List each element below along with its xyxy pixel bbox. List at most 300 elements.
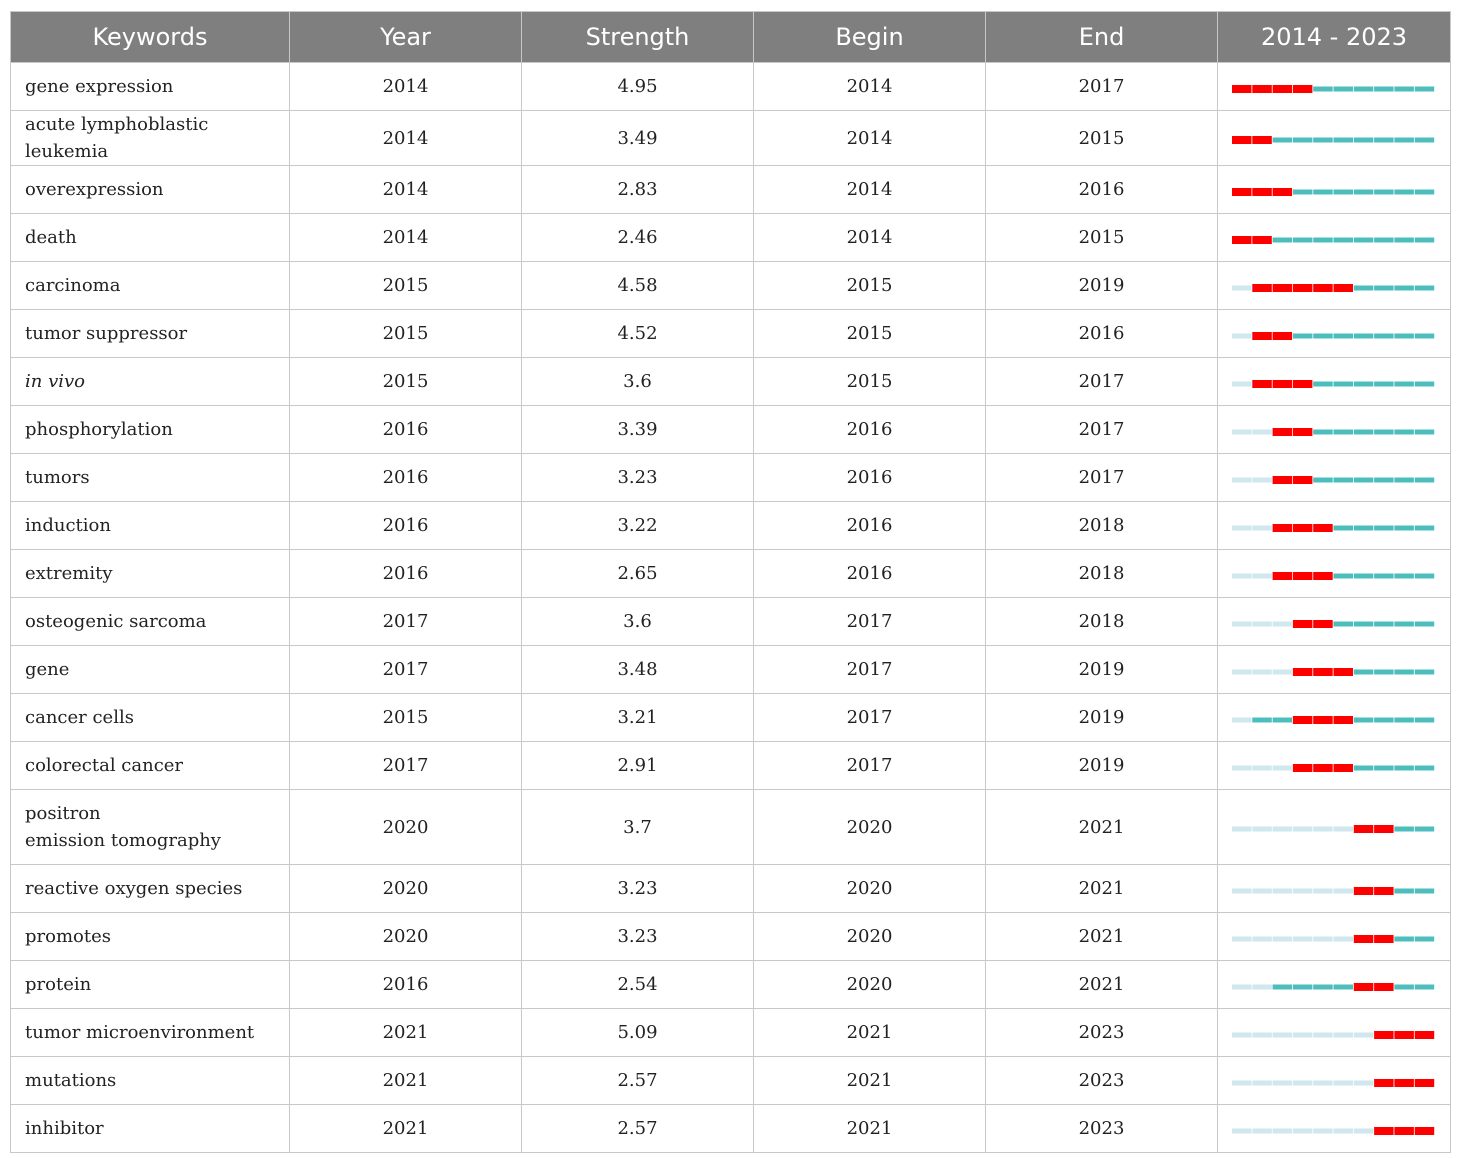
end-cell: 2019 (986, 262, 1218, 310)
active-segment (1374, 285, 1394, 290)
begin-cell: 2016 (754, 454, 986, 502)
header-strength: Strength (522, 12, 754, 63)
year-cell: 2014 (290, 63, 522, 111)
keyword-cell: tumors (11, 454, 290, 502)
end-cell: 2023 (986, 1057, 1218, 1105)
active-segment (1273, 237, 1293, 242)
header-year: Year (290, 12, 522, 63)
inactive-segment (1232, 1128, 1252, 1133)
begin-cell: 2021 (754, 1105, 986, 1153)
inactive-segment (1273, 936, 1293, 941)
active-segment (1354, 138, 1374, 143)
active-segment (1334, 86, 1354, 91)
active-segment (1374, 333, 1394, 338)
active-segment (1394, 888, 1414, 893)
keyword-cell: overexpression (11, 166, 290, 214)
active-segment (1374, 525, 1394, 530)
active-segment (1394, 621, 1414, 626)
burst-timeline (1232, 1078, 1435, 1090)
strength-cell: 5.09 (522, 1009, 754, 1057)
keyword-cell: promotes (11, 913, 290, 961)
burst-segment (1374, 825, 1394, 833)
timeline-bar-cell (1218, 358, 1451, 406)
burst-segment (1313, 620, 1333, 628)
end-cell: 2021 (986, 961, 1218, 1009)
burst-segment (1374, 887, 1394, 895)
strength-cell: 2.91 (522, 742, 754, 790)
begin-cell: 2020 (754, 913, 986, 961)
burst-segment (1273, 380, 1293, 388)
year-cell: 2017 (290, 598, 522, 646)
strength-cell: 3.6 (522, 358, 754, 406)
strength-cell: 3.23 (522, 913, 754, 961)
active-segment (1354, 621, 1374, 626)
burst-segment (1293, 284, 1313, 292)
burst-segment (1252, 380, 1272, 388)
keyword-cell: in vivo (11, 358, 290, 406)
burst-segment (1293, 572, 1313, 580)
begin-cell: 2014 (754, 111, 986, 166)
burst-segment (1374, 1079, 1394, 1087)
timeline-bar-cell (1218, 742, 1451, 790)
active-segment (1415, 669, 1435, 674)
table-row (11, 63, 1451, 111)
year-cell: 2016 (290, 454, 522, 502)
inactive-segment (1252, 984, 1272, 989)
burst-segment (1394, 1079, 1414, 1087)
active-segment (1354, 717, 1374, 722)
active-segment (1354, 669, 1374, 674)
active-segment (1415, 477, 1435, 482)
inactive-segment (1252, 1080, 1272, 1085)
year-cell: 2014 (290, 214, 522, 262)
burst-timeline (1232, 619, 1435, 631)
year-cell: 2016 (290, 406, 522, 454)
active-segment (1313, 984, 1333, 989)
inactive-segment (1232, 477, 1252, 482)
strength-cell: 4.58 (522, 262, 754, 310)
year-cell: 2020 (290, 913, 522, 961)
burst-segment (1232, 188, 1252, 196)
inactive-segment (1334, 1032, 1354, 1037)
begin-cell: 2020 (754, 790, 986, 865)
active-segment (1374, 86, 1394, 91)
strength-cell: 3.7 (522, 790, 754, 865)
timeline-bar-cell (1218, 166, 1451, 214)
inactive-segment (1293, 936, 1313, 941)
begin-cell: 2014 (754, 166, 986, 214)
begin-cell: 2017 (754, 742, 986, 790)
inactive-segment (1232, 984, 1252, 989)
burst-segment (1374, 1127, 1394, 1135)
burst-segment (1334, 668, 1354, 676)
burst-segment (1293, 620, 1313, 628)
active-segment (1415, 984, 1435, 989)
header-row (11, 12, 1451, 63)
active-segment (1394, 765, 1414, 770)
active-segment (1354, 477, 1374, 482)
active-segment (1354, 525, 1374, 530)
active-segment (1374, 669, 1394, 674)
active-segment (1394, 717, 1414, 722)
strength-cell: 3.6 (522, 598, 754, 646)
keyword-cell: colorectal cancer (11, 742, 290, 790)
end-cell: 2016 (986, 310, 1218, 358)
keyword-cell: mutations (11, 1057, 290, 1105)
burst-timeline (1232, 331, 1435, 343)
year-cell: 2016 (290, 502, 522, 550)
burst-segment (1273, 524, 1293, 532)
begin-cell: 2017 (754, 598, 986, 646)
year-cell: 2015 (290, 262, 522, 310)
end-cell: 2019 (986, 742, 1218, 790)
end-cell: 2015 (986, 111, 1218, 166)
timeline-bar-cell (1218, 913, 1451, 961)
timeline-bar-cell (1218, 598, 1451, 646)
inactive-segment (1252, 669, 1272, 674)
inactive-segment (1232, 333, 1252, 338)
active-segment (1273, 984, 1293, 989)
table-row (11, 502, 1451, 550)
table-row (11, 961, 1451, 1009)
begin-cell: 2021 (754, 1057, 986, 1105)
timeline-bar-cell (1218, 961, 1451, 1009)
active-segment (1415, 381, 1435, 386)
year-cell: 2021 (290, 1105, 522, 1153)
begin-cell: 2015 (754, 358, 986, 406)
inactive-segment (1252, 477, 1272, 482)
timeline-bar-cell (1218, 694, 1451, 742)
table-row (11, 646, 1451, 694)
inactive-segment (1232, 717, 1252, 722)
strength-cell: 2.57 (522, 1057, 754, 1105)
active-segment (1415, 525, 1435, 530)
keyword-cell: positron emission tomography (11, 790, 290, 865)
active-segment (1394, 936, 1414, 941)
active-segment (1313, 429, 1333, 434)
burst-timeline (1232, 824, 1435, 836)
begin-cell: 2015 (754, 262, 986, 310)
year-cell: 2015 (290, 310, 522, 358)
inactive-segment (1313, 936, 1333, 941)
active-segment (1334, 477, 1354, 482)
active-segment (1374, 138, 1394, 143)
inactive-segment (1334, 888, 1354, 893)
active-segment (1374, 237, 1394, 242)
active-segment (1334, 525, 1354, 530)
burst-segment (1252, 332, 1272, 340)
inactive-segment (1354, 1032, 1374, 1037)
begin-cell: 2020 (754, 961, 986, 1009)
table-row (11, 1105, 1451, 1153)
begin-cell: 2016 (754, 550, 986, 598)
active-segment (1313, 189, 1333, 194)
burst-timeline (1232, 235, 1435, 247)
inactive-segment (1232, 765, 1252, 770)
active-segment (1334, 984, 1354, 989)
header-end: End (986, 12, 1218, 63)
end-cell: 2016 (986, 166, 1218, 214)
active-segment (1394, 477, 1414, 482)
burst-segment (1293, 85, 1313, 93)
burst-segment (1273, 332, 1293, 340)
keyword-cell: reactive oxygen species (11, 865, 290, 913)
active-segment (1415, 573, 1435, 578)
strength-cell: 4.95 (522, 63, 754, 111)
year-cell: 2015 (290, 358, 522, 406)
year-cell: 2016 (290, 961, 522, 1009)
burst-timeline (1232, 523, 1435, 535)
inactive-segment (1252, 573, 1272, 578)
burst-segment (1313, 284, 1333, 292)
active-segment (1415, 827, 1435, 832)
active-segment (1415, 717, 1435, 722)
burst-segment (1394, 1127, 1414, 1135)
burst-segment (1252, 136, 1272, 144)
active-segment (1334, 237, 1354, 242)
end-cell: 2017 (986, 63, 1218, 111)
active-segment (1313, 333, 1333, 338)
burst-segment (1354, 983, 1374, 991)
burst-segment (1415, 1031, 1435, 1039)
keyword-cell: protein (11, 961, 290, 1009)
keyword-cell: phosphorylation (11, 406, 290, 454)
keyword-cell: carcinoma (11, 262, 290, 310)
active-segment (1415, 86, 1435, 91)
end-cell: 2017 (986, 406, 1218, 454)
burst-segment (1313, 716, 1333, 724)
active-segment (1415, 333, 1435, 338)
timeline-bar-cell (1218, 63, 1451, 111)
active-segment (1354, 573, 1374, 578)
active-segment (1415, 237, 1435, 242)
active-segment (1374, 573, 1394, 578)
active-segment (1374, 381, 1394, 386)
end-cell: 2017 (986, 358, 1218, 406)
year-cell: 2021 (290, 1057, 522, 1105)
year-cell: 2017 (290, 646, 522, 694)
begin-cell: 2016 (754, 502, 986, 550)
burst-timeline (1232, 982, 1435, 994)
begin-cell: 2016 (754, 406, 986, 454)
year-cell: 2017 (290, 742, 522, 790)
end-cell: 2018 (986, 550, 1218, 598)
strength-cell: 3.48 (522, 646, 754, 694)
active-segment (1415, 765, 1435, 770)
table-row (11, 358, 1451, 406)
inactive-segment (1252, 765, 1272, 770)
burst-timeline (1232, 427, 1435, 439)
begin-cell: 2020 (754, 865, 986, 913)
active-segment (1313, 138, 1333, 143)
active-segment (1293, 237, 1313, 242)
burst-segment (1415, 1127, 1435, 1135)
timeline-bar-cell (1218, 1057, 1451, 1105)
burst-segment (1252, 85, 1272, 93)
burst-segment (1273, 284, 1293, 292)
burst-segment (1374, 935, 1394, 943)
strength-cell: 2.46 (522, 214, 754, 262)
burst-segment (1293, 524, 1313, 532)
table-row (11, 1057, 1451, 1105)
active-segment (1394, 429, 1414, 434)
keyword-cell: acute lymphoblastic leukemia (11, 111, 290, 166)
keyword-cell: death (11, 214, 290, 262)
year-cell: 2016 (290, 550, 522, 598)
table-row (11, 1009, 1451, 1057)
inactive-segment (1252, 621, 1272, 626)
burst-segment (1354, 825, 1374, 833)
inactive-segment (1313, 1080, 1333, 1085)
active-segment (1313, 86, 1333, 91)
active-segment (1394, 525, 1414, 530)
header-timeline: 2014 - 2023 (1218, 12, 1451, 63)
begin-cell: 2021 (754, 1009, 986, 1057)
active-segment (1394, 573, 1414, 578)
burst-segment (1273, 188, 1293, 196)
burst-segment (1293, 476, 1313, 484)
active-segment (1394, 285, 1414, 290)
burst-segment (1293, 380, 1313, 388)
burst-segment (1273, 476, 1293, 484)
burst-timeline (1232, 475, 1435, 487)
keyword-cell: gene expression (11, 63, 290, 111)
burst-timeline (1232, 571, 1435, 583)
table-row (11, 598, 1451, 646)
timeline-bar-cell (1218, 406, 1451, 454)
burst-timeline (1232, 84, 1435, 96)
burst-segment (1313, 764, 1333, 772)
active-segment (1374, 717, 1394, 722)
inactive-segment (1232, 573, 1252, 578)
burst-segment (1334, 716, 1354, 724)
inactive-segment (1273, 621, 1293, 626)
active-segment (1334, 621, 1354, 626)
active-segment (1415, 189, 1435, 194)
strength-cell: 2.83 (522, 166, 754, 214)
inactive-segment (1354, 1128, 1374, 1133)
active-segment (1293, 333, 1313, 338)
inactive-segment (1232, 381, 1252, 386)
inactive-segment (1232, 621, 1252, 626)
active-segment (1354, 86, 1374, 91)
burst-segment (1232, 236, 1252, 244)
inactive-segment (1293, 1080, 1313, 1085)
table-row (11, 694, 1451, 742)
active-segment (1334, 138, 1354, 143)
end-cell: 2023 (986, 1009, 1218, 1057)
burst-timeline (1232, 934, 1435, 946)
table-row (11, 913, 1451, 961)
strength-cell: 2.54 (522, 961, 754, 1009)
active-segment (1354, 285, 1374, 290)
burst-segment (1252, 188, 1272, 196)
end-cell: 2021 (986, 865, 1218, 913)
timeline-bar-cell (1218, 1009, 1451, 1057)
timeline-bar-cell (1218, 502, 1451, 550)
active-segment (1394, 827, 1414, 832)
active-segment (1354, 381, 1374, 386)
burst-segment (1232, 85, 1252, 93)
table-row (11, 454, 1451, 502)
inactive-segment (1313, 1032, 1333, 1037)
active-segment (1354, 333, 1374, 338)
inactive-segment (1273, 827, 1293, 832)
table-row (11, 310, 1451, 358)
keyword-cell: tumor microenvironment (11, 1009, 290, 1057)
keyword-cell: gene (11, 646, 290, 694)
table-row (11, 790, 1451, 865)
burst-timeline (1232, 886, 1435, 898)
end-cell: 2021 (986, 913, 1218, 961)
active-segment (1354, 429, 1374, 434)
end-cell: 2019 (986, 694, 1218, 742)
header-begin: Begin (754, 12, 986, 63)
inactive-segment (1252, 1032, 1272, 1037)
active-segment (1394, 189, 1414, 194)
burst-segment (1334, 764, 1354, 772)
begin-cell: 2017 (754, 646, 986, 694)
year-cell: 2015 (290, 694, 522, 742)
active-segment (1394, 138, 1414, 143)
burst-timeline (1232, 763, 1435, 775)
inactive-segment (1232, 888, 1252, 893)
timeline-bar-cell (1218, 214, 1451, 262)
burst-segment (1374, 1031, 1394, 1039)
active-segment (1394, 237, 1414, 242)
burst-timeline (1232, 187, 1435, 199)
strength-cell: 3.39 (522, 406, 754, 454)
active-segment (1313, 381, 1333, 386)
begin-cell: 2014 (754, 63, 986, 111)
inactive-segment (1334, 1128, 1354, 1133)
inactive-segment (1232, 285, 1252, 290)
active-segment (1394, 669, 1414, 674)
active-segment (1374, 621, 1394, 626)
burst-segment (1252, 284, 1272, 292)
burst-timeline (1232, 667, 1435, 679)
burst-segment (1354, 935, 1374, 943)
inactive-segment (1273, 1032, 1293, 1037)
strength-cell: 3.23 (522, 454, 754, 502)
active-segment (1293, 189, 1313, 194)
timeline-bar-cell (1218, 310, 1451, 358)
active-segment (1415, 936, 1435, 941)
end-cell: 2023 (986, 1105, 1218, 1153)
active-segment (1415, 138, 1435, 143)
end-cell: 2018 (986, 502, 1218, 550)
keyword-cell: inhibitor (11, 1105, 290, 1153)
burst-segment (1415, 1079, 1435, 1087)
end-cell: 2017 (986, 454, 1218, 502)
inactive-segment (1293, 827, 1313, 832)
begin-cell: 2017 (754, 694, 986, 742)
active-segment (1273, 717, 1293, 722)
strength-cell: 4.52 (522, 310, 754, 358)
keyword-cell: extremity (11, 550, 290, 598)
burst-segment (1293, 716, 1313, 724)
active-segment (1334, 429, 1354, 434)
inactive-segment (1232, 525, 1252, 530)
burst-segment (1354, 887, 1374, 895)
year-cell: 2020 (290, 865, 522, 913)
strength-cell: 2.57 (522, 1105, 754, 1153)
inactive-segment (1334, 1080, 1354, 1085)
active-segment (1313, 237, 1333, 242)
begin-cell: 2015 (754, 310, 986, 358)
table-row (11, 865, 1451, 913)
active-segment (1374, 477, 1394, 482)
